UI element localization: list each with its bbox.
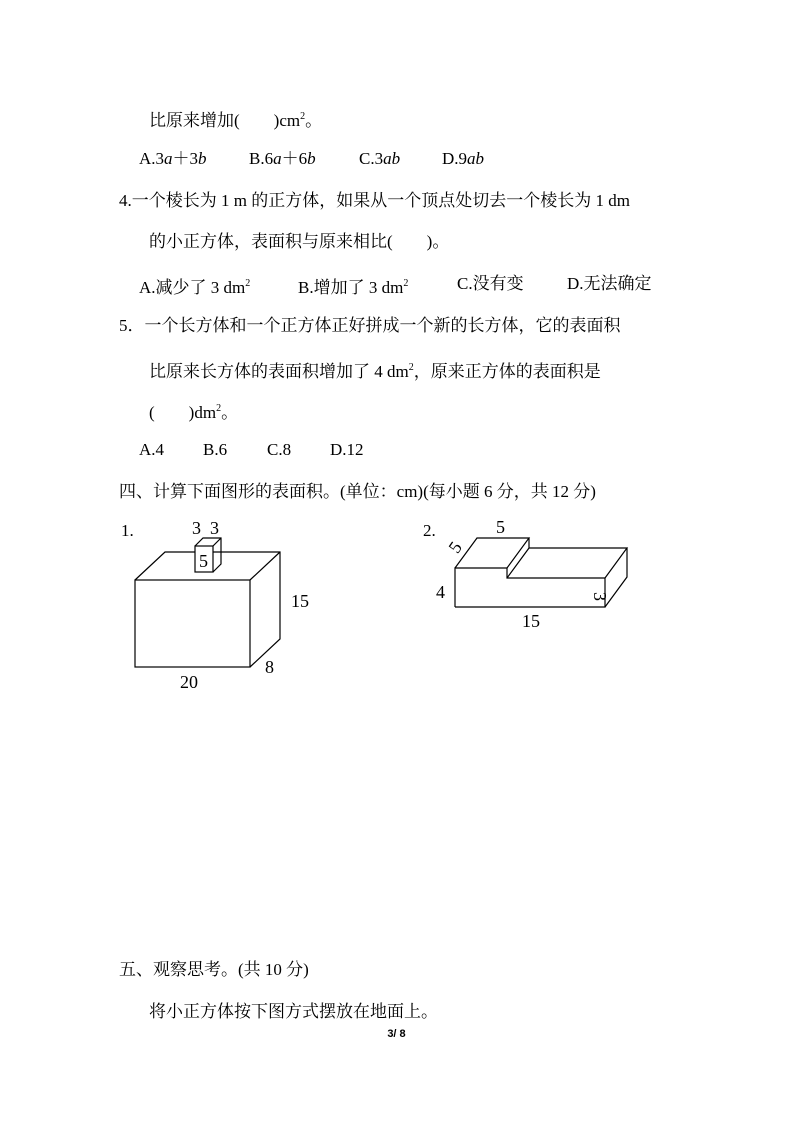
fig2-label-step-slant: 5 bbox=[444, 537, 466, 557]
q5-option-c[interactable]: C.8 bbox=[267, 440, 292, 459]
q5-option-b[interactable]: B.6 bbox=[203, 440, 228, 459]
fig1-label-height: 15 bbox=[291, 591, 309, 611]
q4-line2: 的小正方体，表面积与原来相比( )。 bbox=[149, 232, 450, 251]
q5-option-d[interactable]: D.12 bbox=[330, 440, 364, 459]
figure-1 bbox=[125, 515, 325, 695]
q4-line1: 4.一个棱长为 1 m 的正方体，如果从一个顶点处切去一个棱长为 1 dm bbox=[119, 191, 630, 210]
section4-title: 四、计算下面图形的表面积。(单位：cm)(每小题 6 分，共 12 分) bbox=[119, 482, 596, 501]
section5-line1: 将小正方体按下图方式摆放在地面上。 bbox=[149, 1002, 438, 1021]
q3-option-a[interactable]: A.3a＋3b bbox=[139, 149, 207, 168]
section5-title: 五、观察思考。(共 10 分) bbox=[119, 960, 309, 979]
fig1-label-top-b: 3 bbox=[210, 518, 219, 538]
q5-line2: 比原来长方体的表面积增加了 4 $dm^2$，原来正方体的表面积是 bbox=[149, 362, 601, 381]
fig1-number: 1. bbox=[121, 521, 134, 540]
figure-2 bbox=[430, 510, 645, 635]
q5-line1: 5．一个长方体和一个正方体正好拼成一个新的长方体，它的表面积 bbox=[119, 316, 621, 335]
q3-option-b[interactable]: B.6a＋6b bbox=[249, 149, 316, 168]
fig2-number: 2. bbox=[423, 521, 436, 540]
fig1-label-width: 20 bbox=[180, 672, 198, 692]
q3-option-d[interactable]: D.9ab bbox=[442, 149, 485, 168]
fig2-front-face bbox=[455, 568, 605, 607]
fig2-label-right-height: 3 bbox=[590, 592, 610, 601]
fig2-label-step-top: 5 bbox=[496, 517, 505, 537]
q5-line3: ( )$dm^2$。 bbox=[149, 403, 239, 422]
q4-option-c[interactable]: C.没有变 bbox=[457, 274, 524, 293]
q4-option-b[interactable]: B.增加了 3 $dm^2$ bbox=[298, 278, 409, 297]
fig1-label-top-a: 3 bbox=[192, 518, 201, 538]
q4-option-d[interactable]: D.无法确定 bbox=[567, 274, 652, 293]
fig2-label-left-height: 4 bbox=[436, 582, 445, 602]
fig1-label-front: 5 bbox=[199, 551, 208, 571]
fig2-lower-top bbox=[529, 548, 627, 578]
q5-option-a[interactable]: A.4 bbox=[139, 440, 165, 459]
q3-line-end: 比原来增加( )$cm^2$。 bbox=[149, 111, 323, 130]
fig2-label-length: 15 bbox=[522, 611, 540, 631]
q4-option-a[interactable]: A.减少了 3 $dm^2$ bbox=[139, 278, 251, 297]
q3-option-c[interactable]: C.3ab bbox=[359, 149, 401, 168]
fig1-label-depth: 8 bbox=[265, 657, 274, 677]
fig1-front-face bbox=[135, 580, 250, 667]
page-number: 3/ 8 bbox=[387, 1028, 406, 1040]
